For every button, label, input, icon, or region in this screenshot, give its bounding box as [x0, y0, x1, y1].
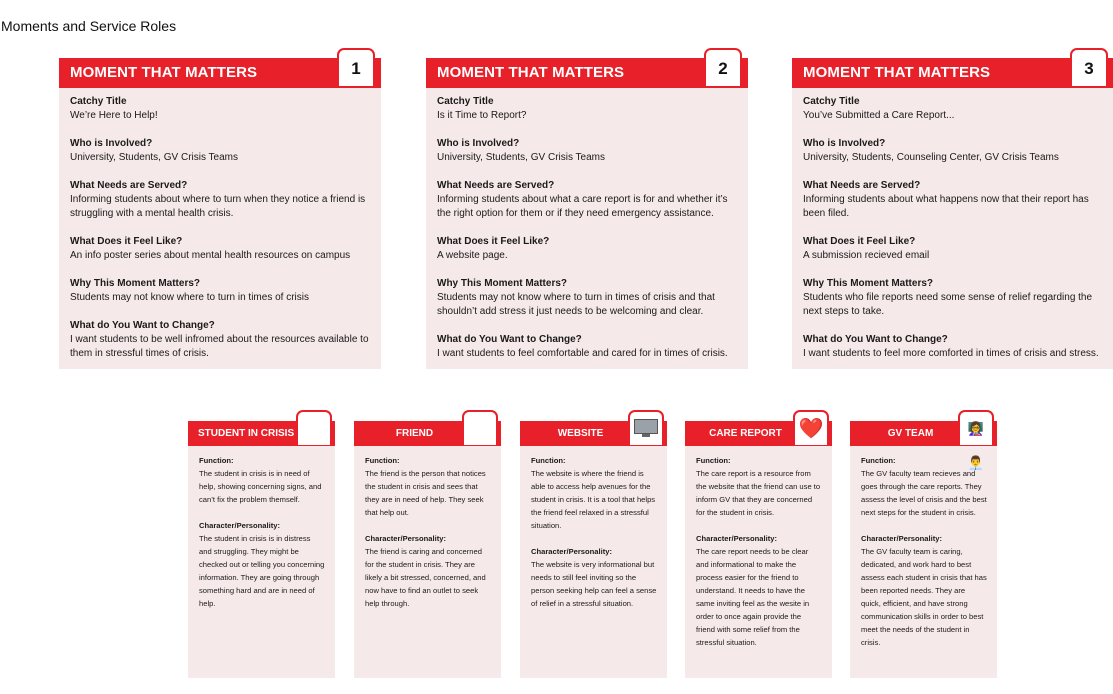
function-label: Function: — [696, 456, 731, 465]
field-catchy-title — [803, 95, 1103, 123]
role-card-gv-team — [850, 410, 997, 678]
function-label: Function: — [199, 456, 234, 465]
field-who-involved — [70, 137, 370, 165]
field-label: What Does it Feel Like? — [803, 236, 916, 247]
personality-label: Character/Personality: — [696, 534, 778, 543]
field-needs-served — [803, 179, 1103, 221]
personality-label: Character/Personality: — [531, 547, 613, 556]
field-value: I want students to feel more comforted in times of crisis and stress. — [803, 348, 1099, 359]
field-label: What Needs are Served? — [70, 180, 188, 191]
field-value: You’ve Submitted a Care Report... — [803, 110, 955, 121]
field-label: Why This Moment Matters? — [437, 278, 568, 289]
moment-number: 1 — [337, 48, 375, 86]
role-body — [685, 446, 832, 678]
role-header — [520, 421, 667, 446]
field-label: Who is Involved? — [437, 138, 520, 149]
role-body — [188, 446, 335, 678]
field-label: What Needs are Served? — [437, 180, 555, 191]
field-value: Is it Time to Report? — [437, 110, 527, 121]
moment-card-2 — [426, 48, 748, 369]
moment-card-3 — [792, 48, 1113, 369]
personality-label: Character/Personality: — [365, 534, 447, 543]
moment-header-label: MOMENT THAT MATTERS — [437, 64, 625, 81]
role-title: STUDENT IN CRISIS — [198, 428, 295, 439]
role-title: WEBSITE — [557, 428, 604, 439]
field-label: What do You Want to Change? — [70, 320, 215, 331]
field-value: Informing students about where to turn when they notice a friend is struggling with a mental health crisis. — [70, 194, 366, 219]
function-text: The friend is the person that notices the student in crisis and sees that they are in need of help. They seek that help out. — [365, 469, 486, 517]
computer-monitor-icon — [628, 410, 664, 445]
role-card-friend — [354, 410, 501, 678]
moment-header-label: MOMENT THAT MATTERS — [70, 64, 258, 81]
role-title: CARE REPORT — [709, 428, 782, 439]
field-value: Students may not know where to turn in times of crisis — [70, 292, 309, 303]
field-value: An info poster series about mental health resources on campus — [70, 250, 351, 261]
field-needs-served — [70, 179, 370, 221]
field-label: Who is Involved? — [803, 138, 886, 149]
function-label: Function: — [861, 456, 896, 465]
role-title: GV TEAM — [887, 428, 934, 439]
role-body — [520, 446, 667, 678]
personality-label: Character/Personality: — [861, 534, 943, 543]
field-want-change — [70, 319, 370, 361]
field-label: Catchy Title — [437, 96, 494, 107]
field-value: Informing students about what a care report is for and whether it’s the right option for them or if they need emergency assistance. — [437, 194, 728, 219]
role-body — [850, 446, 997, 678]
field-feel-like — [437, 235, 737, 263]
function-label: Function: — [531, 456, 566, 465]
field-label: Why This Moment Matters? — [803, 278, 934, 289]
personality-text: The website is very informational but needs to still feel inviting so the person seeking help can feel a sense of relief in a stressful situation. — [531, 560, 657, 608]
field-value: We’re Here to Help! — [70, 110, 158, 121]
smiling-face-icon: 😊 — [462, 410, 498, 445]
field-label: Why This Moment Matters? — [70, 278, 201, 289]
field-feel-like — [70, 235, 370, 263]
moment-card-1 — [59, 48, 381, 369]
field-value: University, Students, GV Crisis Teams — [70, 152, 239, 163]
field-value: University, Students, Counseling Center, GV Crisis Teams — [803, 152, 1059, 163]
field-feel-like — [803, 235, 1103, 263]
field-label: Catchy Title — [803, 96, 860, 107]
field-want-change — [437, 333, 737, 361]
field-label: What Does it Feel Like? — [70, 236, 183, 247]
field-label: What Does it Feel Like? — [437, 236, 550, 247]
field-needs-served — [437, 179, 737, 221]
team-people-icon: 👩‍🏫👨‍💼 — [958, 410, 994, 445]
field-label: Who is Involved? — [70, 138, 153, 149]
role-header — [354, 418, 501, 446]
field-catchy-title — [70, 95, 370, 123]
field-value: A submission recieved email — [803, 250, 930, 261]
field-want-change — [803, 333, 1103, 361]
field-label: What do You Want to Change? — [803, 334, 948, 345]
personality-text: The care report needs to be clear and informational to make the process easier for the friend to understand. It needs to have the same inviting feel as the wesite in order to once again provide the friend with some relief from the stressful situation. — [696, 547, 810, 647]
function-text: The website is where the friend is able to access help avenues for the student in crisis. It is a tool that helps the friend feel relaxed in a stressful situation. — [531, 469, 656, 530]
moment-number: 3 — [1070, 48, 1108, 86]
moment-body — [792, 88, 1113, 369]
field-why-matters — [803, 277, 1103, 319]
role-header — [685, 418, 832, 446]
role-card-website — [520, 410, 667, 678]
field-value: Students may not know where to turn in times of crisis and that shouldn’t add stress it just needs to be welcoming and clear. — [437, 292, 715, 317]
moment-header — [792, 58, 1113, 88]
role-title: FRIEND — [395, 428, 434, 439]
moment-header — [59, 58, 381, 88]
field-who-involved — [437, 137, 737, 165]
role-card-student-in-crisis — [188, 410, 335, 678]
field-value: Students who file reports need some sense of relief regarding the next steps to take. — [803, 292, 1093, 317]
moment-header-label: MOMENT THAT MATTERS — [803, 64, 991, 81]
crying-face-icon: 😭 — [296, 410, 332, 445]
field-who-involved — [803, 137, 1103, 165]
moment-number: 2 — [704, 48, 742, 86]
personality-label: Character/Personality: — [199, 521, 281, 530]
heart-icon: ❤️ — [793, 410, 829, 445]
function-text: The care report is a resource from the website that the friend can use to inform GV that they are concerned for the student in crisis. — [696, 469, 821, 517]
field-label: What Needs are Served? — [803, 180, 921, 191]
moment-body — [59, 88, 381, 369]
field-value: A website page. — [437, 250, 508, 261]
function-label: Function: — [365, 456, 400, 465]
field-value: I want students to be well infromed about the resources available to them in stressful times of crisis. — [70, 334, 369, 359]
role-header — [188, 418, 335, 446]
role-body — [354, 446, 501, 678]
function-text: The student in crisis is in need of help, showing concerning signs, and can’t fix the problem themself. — [199, 469, 322, 504]
personality-text: The student in crisis is in distress and struggling. They might be checked out or telling you concerning information. They are going through something hard and are in need of help. — [199, 534, 325, 608]
moment-header — [426, 58, 748, 88]
role-card-care-report — [685, 410, 832, 678]
moment-body — [426, 88, 748, 369]
field-label: What do You Want to Change? — [437, 334, 582, 345]
field-catchy-title — [437, 95, 737, 123]
field-why-matters — [437, 277, 737, 319]
field-value: I want students to feel comfortable and cared for in times of crisis. — [437, 348, 728, 359]
field-value: Informing students about what happens now that their report has been filed. — [803, 194, 1089, 219]
personality-text: The GV faculty team is caring, dedicated, and work hard to best assess each student in crisis that has been reported needs. They are quick, efficient, and have strong communication skills in order to best meet the needs of the student in crisis. — [861, 547, 987, 647]
field-why-matters — [70, 277, 370, 305]
field-label: Catchy Title — [70, 96, 127, 107]
personality-text: The friend is caring and concerned for the student in crisis. They are likely a bit stressed, concerned, and now have to find an outlet to seek help through. — [365, 547, 486, 608]
page-title: Moments and Service Roles — [1, 18, 177, 34]
field-value: University, Students, GV Crisis Teams — [437, 152, 606, 163]
function-text: The GV faculty team recieves and goes through the care reports. They assess the level of crisis and the best next steps for the student in crisis. — [861, 469, 987, 517]
